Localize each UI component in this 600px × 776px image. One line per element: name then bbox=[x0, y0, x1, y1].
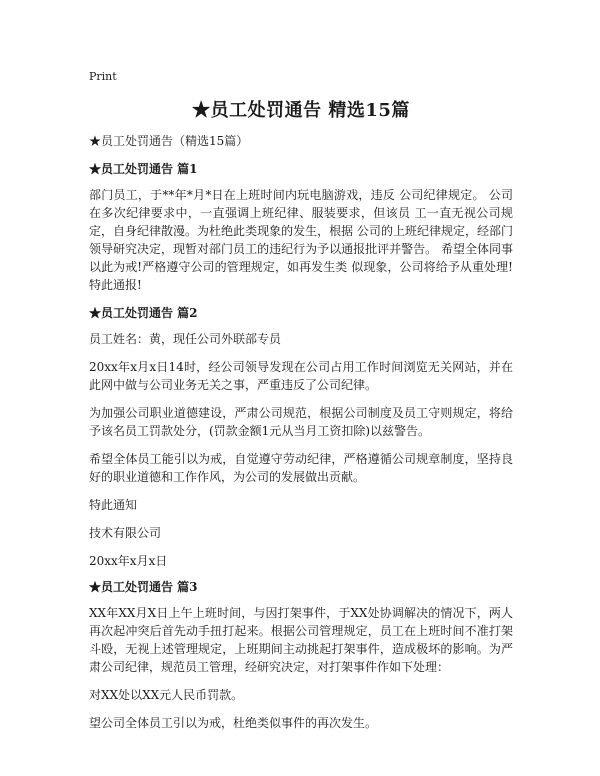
print-label: Print bbox=[89, 70, 117, 83]
section-2-paragraph-3: 为加强公司职业道德建设，严肃公司规范，根据公司制度及员工守则规定，将给予该名员工罚款处分，(罚款金额1元从当月工资扣除)以兹警告。 bbox=[89, 406, 513, 438]
section-2-paragraph-1: 员工姓名：黄，现任公司外联部专员 bbox=[89, 332, 282, 346]
section-3-paragraph-2: 对XX处以XX元人民币罚款。 bbox=[89, 688, 244, 702]
section-3-paragraph-1: XX年XX月X日上午上班时间，与因打架事件，于XX处协调解决的情况下，两人再次起冲突后首先动手扭打起来。根据公司管理规定，员工在上班时间不准打架斗殴，无视上述管理规定，上班期间主动挑起打架事件，造成极坏的影响。为严肃公司纪律，规范员工管理，经研究决定，对打架事件作如下处理： bbox=[89, 606, 513, 674]
section-3-paragraph-3: 望公司全体员工引以为戒，杜绝类似事件的再次发生。 bbox=[89, 716, 378, 730]
document-body bbox=[89, 132, 513, 742]
section-2-paragraph-6: 技术有限公司 bbox=[89, 526, 162, 540]
section-2-paragraph-4: 希望全体员工能引以为戒，自觉遵守劳动纪律，严格遵循公司规章制度，坚持良好的职业道德和工作作风，为公司的发展做出贡献。 bbox=[89, 452, 513, 484]
section-heading-2: ★员工处罚通告 篇2 bbox=[89, 306, 198, 320]
section-heading-3: ★员工处罚通告 篇3 bbox=[89, 580, 198, 594]
section-heading-1: ★员工处罚通告 篇1 bbox=[89, 162, 198, 176]
section-1-paragraph-1: 部门员工，于**年*月*日在上班时间内玩电脑游戏，违反 公司纪律规定。 公司在多次纪律要求中，一直强调上班纪律、服装要求，但该员 工一直无视公司规定，自身纪律散漫。为杜绝此类现象的发生，根据 公司的上班纪律规定，经部门领导研究决定，现暂对部门员工的违纪行为予以通报批评并警告。 希望全体同事以此为戒!严格遵守公司的管理规定，如再发生类 似现象，公司将给予从重处理! 特此通报! bbox=[89, 188, 513, 292]
page-title: ★员工处罚通告 精选15篇 bbox=[192, 100, 410, 121]
section-2-paragraph-2: 20xx年x月x日14时，经公司领导发现在公司占用工作时间浏览无关网站，并在此网中做与公司业务无关之事，严重违反了公司纪律。 bbox=[89, 360, 513, 392]
section-2-paragraph-7: 20xx年x月x日 bbox=[89, 554, 168, 568]
document-subtitle: ★员工处罚通告（精选15篇） bbox=[89, 134, 249, 148]
section-2-paragraph-5: 特此通知 bbox=[89, 498, 138, 512]
